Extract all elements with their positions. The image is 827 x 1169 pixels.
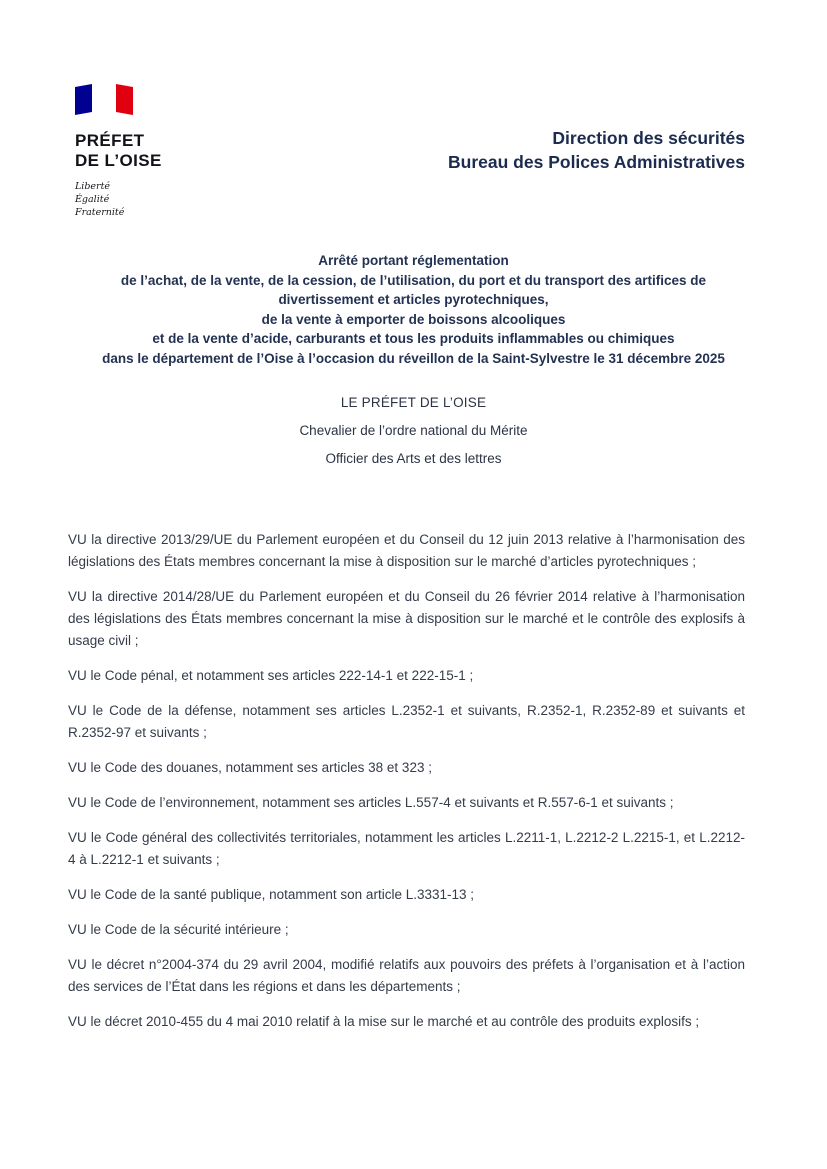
title-line: de la vente à emporter de boissons alcooliques [261,311,566,327]
motto-fraternite: Fraternité [75,207,125,218]
service-bureau: Bureau des Polices Administratives [448,152,745,172]
vu-paragraph: VU la directive 2013/29/UE du Parlement européen et du Conseil du 12 juin 2013 relative à l’harmonisation des législations des États membres concernant la mise à disposition sur le marché d’articles pyrotechniques ; [68,532,745,569]
vu-paragraph: VU le Code de la sécurité intérieure ; [68,922,289,937]
logo-title-line2: DE L’OISE [75,151,162,170]
vu-paragraph: VU le Code de la défense, notamment ses articles L.2352-1 et suivants, R.2352-1, R.2352-89 et suivants et R.2352-97 et suivants ; [68,703,745,740]
title-line: et de la vente d’acide, carburants et tous les produits inflammables ou chimiques [152,331,675,346]
decree-body [68,529,745,1033]
vu-paragraph: VU le Code de l’environnement, notamment ses articles L.557-4 et suivants et R.557-6-1 et suivants ; [68,795,674,810]
logo-motto [75,180,205,219]
prefet-heading: LE PRÉFET DE L’OISE [340,395,487,410]
chevalier-line: Chevalier de l’ordre national du Mérite [299,423,528,438]
vu-paragraph: VU le Code pénal, et notamment ses articles 222-14-1 et 222-15-1 ; [68,668,474,683]
decree-title [60,251,767,368]
service-direction: Direction des sécurités [552,128,745,148]
title-line: Arrêté portant réglementation [318,253,509,268]
vu-paragraph: VU le décret 2010-455 du 4 mai 2010 relatif à la mise sur le marché et au contrôle des produits explosifs ; [68,1014,700,1029]
title-line: divertissement et articles pyrotechniques, [278,292,549,307]
motto-egalite: Égalité [75,194,110,205]
vu-paragraph: VU le décret n°2004-374 du 29 avril 2004, modifié relatifs aux pouvoirs des préfets à l’organisation et à l’action des services de l’État dans les régions et dans les départements ; [68,957,745,994]
officier-line: Officier des Arts et des lettres [325,451,502,466]
gov-logo [75,84,205,219]
document-header [0,0,827,219]
title-line: de l’achat, de la vente, de la cession, de l’utilisation, du port et du transport des artifices de [120,272,707,288]
title-line: dans le département de l’Oise à l’occasion du réveillon de la Saint-Sylvestre le 31 décembre 2025 [102,350,725,366]
motto-liberte: Liberté [75,181,111,192]
vu-paragraph: VU le Code des douanes, notamment ses articles 38 et 323 ; [68,760,432,775]
vu-paragraph: VU la directive 2014/28/UE du Parlement européen et du Conseil du 26 février 2014 relative à l’harmonisation des législations des États membres concernant la mise à disposition sur le marché et le contrôle des explosifs à usage civil ; [68,589,745,648]
logo-title-line1: PRÉFET [75,131,145,150]
vu-paragraph: VU le Code général des collectivités territoriales, notamment les articles L.2211-1, L.2212-2 L.2215-1, et L.2212-4 à L.2212-1 et suivants ; [68,830,745,867]
french-flag-icon [75,84,205,123]
issuing-service [448,126,745,174]
vu-paragraph: VU le Code de la santé publique, notamment son article L.3331-13 ; [68,887,475,902]
